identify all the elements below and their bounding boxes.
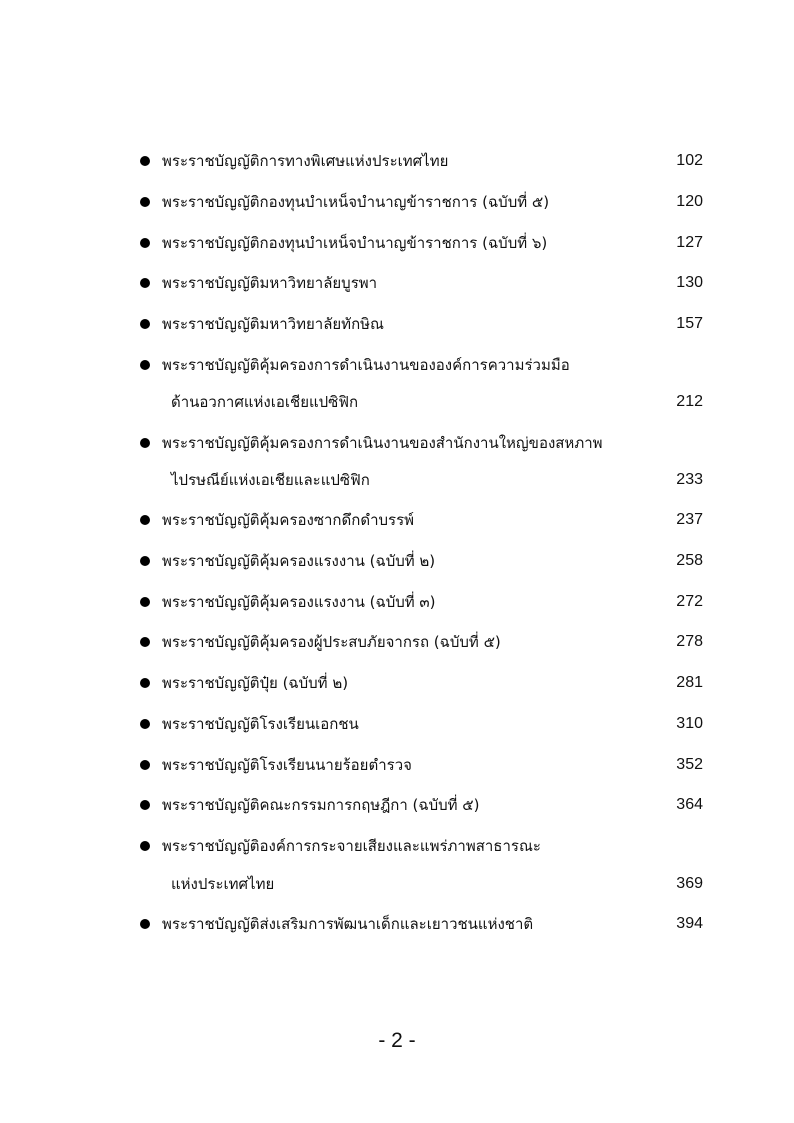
toc-entry-continuation[interactable] xyxy=(137,466,703,494)
toc-entry-page: 310 xyxy=(676,715,703,732)
toc-entry-page: 258 xyxy=(676,552,703,569)
bullet-icon xyxy=(140,637,150,647)
toc-entry[interactable] xyxy=(137,669,703,697)
toc-entry-page: 394 xyxy=(676,915,703,932)
toc-entry[interactable] xyxy=(137,710,703,738)
toc-entry-page: 278 xyxy=(676,633,703,650)
toc-entry-title: พระราชบัญญัติมหาวิทยาลัยบูรพา xyxy=(162,274,378,292)
toc-entry[interactable] xyxy=(137,310,703,338)
bullet-icon xyxy=(140,238,150,248)
toc-entry-title: พระราชบัญญัติคุ้มครองการดำเนินงานขององค์การความร่วมมือ xyxy=(162,356,570,374)
toc-entry-page: 364 xyxy=(676,796,703,813)
toc-entry-page: 233 xyxy=(676,471,703,488)
toc-entry-title: พระราชบัญญัติปุ๋ย (ฉบับที่ ๒) xyxy=(162,674,349,692)
toc-entry-page: 212 xyxy=(676,393,703,410)
toc-entry-page: 157 xyxy=(676,315,703,332)
toc-entry-title: พระราชบัญญัติกองทุนบำเหน็จบำนาญข้าราชการ (ฉบับที่ ๕) xyxy=(162,193,550,211)
toc-entry[interactable] xyxy=(137,147,703,175)
bullet-icon xyxy=(140,841,150,851)
toc-entry[interactable] xyxy=(137,188,703,216)
toc-entry[interactable] xyxy=(137,506,703,534)
toc-entry[interactable] xyxy=(137,229,703,257)
toc-entry-title: พระราชบัญญัติมหาวิทยาลัยทักษิณ xyxy=(162,315,384,333)
bullet-icon xyxy=(140,360,150,370)
toc-entry-title: พระราชบัญญัติส่งเสริมการพัฒนาเด็กและเยาวชนแห่งชาติ xyxy=(162,915,534,933)
toc-entry-page: 127 xyxy=(676,234,703,251)
bullet-icon xyxy=(140,319,150,329)
toc-entry[interactable] xyxy=(137,751,703,779)
toc-entry-continuation[interactable] xyxy=(137,388,703,416)
bullet-icon xyxy=(140,556,150,566)
bullet-icon xyxy=(140,156,150,166)
bullet-icon xyxy=(140,278,150,288)
toc-entry-title: พระราชบัญญัติกองทุนบำเหน็จบำนาญข้าราชการ (ฉบับที่ ๖) xyxy=(162,234,548,252)
bullet-icon xyxy=(140,678,150,688)
toc-entry-title: พระราชบัญญัติคุ้มครองแรงงาน (ฉบับที่ ๓) xyxy=(162,593,436,611)
toc-entry-page: 102 xyxy=(676,152,703,169)
toc-entry[interactable] xyxy=(137,269,703,297)
toc-entry-title-continuation: ไปรษณีย์แห่งเอเชียและแปซิฟิก xyxy=(171,471,370,489)
toc-entry-page: 130 xyxy=(676,274,703,291)
bullet-icon xyxy=(140,800,150,810)
toc-entry-title: พระราชบัญญัติโรงเรียนเอกชน xyxy=(162,715,359,733)
toc-entry-title: พระราชบัญญัติคุ้มครองผู้ประสบภัยจากรถ (ฉบับที่ ๕) xyxy=(162,633,501,651)
toc-entry-title: พระราชบัญญัติการทางพิเศษแห่งประเทศไทย xyxy=(162,152,449,170)
page-number: - 2 - xyxy=(378,1029,416,1052)
bullet-icon xyxy=(140,719,150,729)
toc-entry[interactable] xyxy=(137,429,703,457)
toc-entry-title: พระราชบัญญัติคุ้มครองแรงงาน (ฉบับที่ ๒) xyxy=(162,552,436,570)
bullet-icon xyxy=(140,197,150,207)
toc-entry[interactable] xyxy=(137,910,703,938)
bullet-icon xyxy=(140,919,150,929)
toc-entry[interactable] xyxy=(137,351,703,379)
toc-entry[interactable] xyxy=(137,588,703,616)
toc-entry-page: 272 xyxy=(676,593,703,610)
bullet-icon xyxy=(140,760,150,770)
toc-entry-title-continuation: แห่งประเทศไทย xyxy=(171,875,275,893)
toc-entry-page: 281 xyxy=(676,674,703,691)
toc-entry-page: 352 xyxy=(676,756,703,773)
toc-entry-title: พระราชบัญญัติคุ้มครองการดำเนินงานของสำนักงานใหญ่ของสหภาพ xyxy=(162,434,603,452)
toc-entry[interactable] xyxy=(137,547,703,575)
toc-entry[interactable] xyxy=(137,628,703,656)
toc-entry-continuation[interactable] xyxy=(137,870,703,898)
toc-entry-page: 237 xyxy=(676,511,703,528)
toc-entry-title: พระราชบัญญัติโรงเรียนนายร้อยตำรวจ xyxy=(162,756,412,774)
bullet-icon xyxy=(140,438,150,448)
toc-entry-title: พระราชบัญญัติคุ้มครองซากดึกดำบรรพ์ xyxy=(162,511,415,529)
toc-entry-title-continuation: ด้านอวกาศแห่งเอเชียแปซิฟิก xyxy=(171,393,359,411)
toc-entry[interactable] xyxy=(137,791,703,819)
toc-entry-title: พระราชบัญญัติองค์การกระจายเสียงและแพร่ภาพสาธารณะ xyxy=(162,837,541,855)
toc-entry-page: 120 xyxy=(676,193,703,210)
bullet-icon xyxy=(140,515,150,525)
toc-entry-page: 369 xyxy=(676,875,703,892)
toc-entry-title: พระราชบัญญัติคณะกรรมการกฤษฎีกา (ฉบับที่ ๕) xyxy=(162,796,480,814)
bullet-icon xyxy=(140,597,150,607)
toc-entry[interactable] xyxy=(137,832,703,860)
